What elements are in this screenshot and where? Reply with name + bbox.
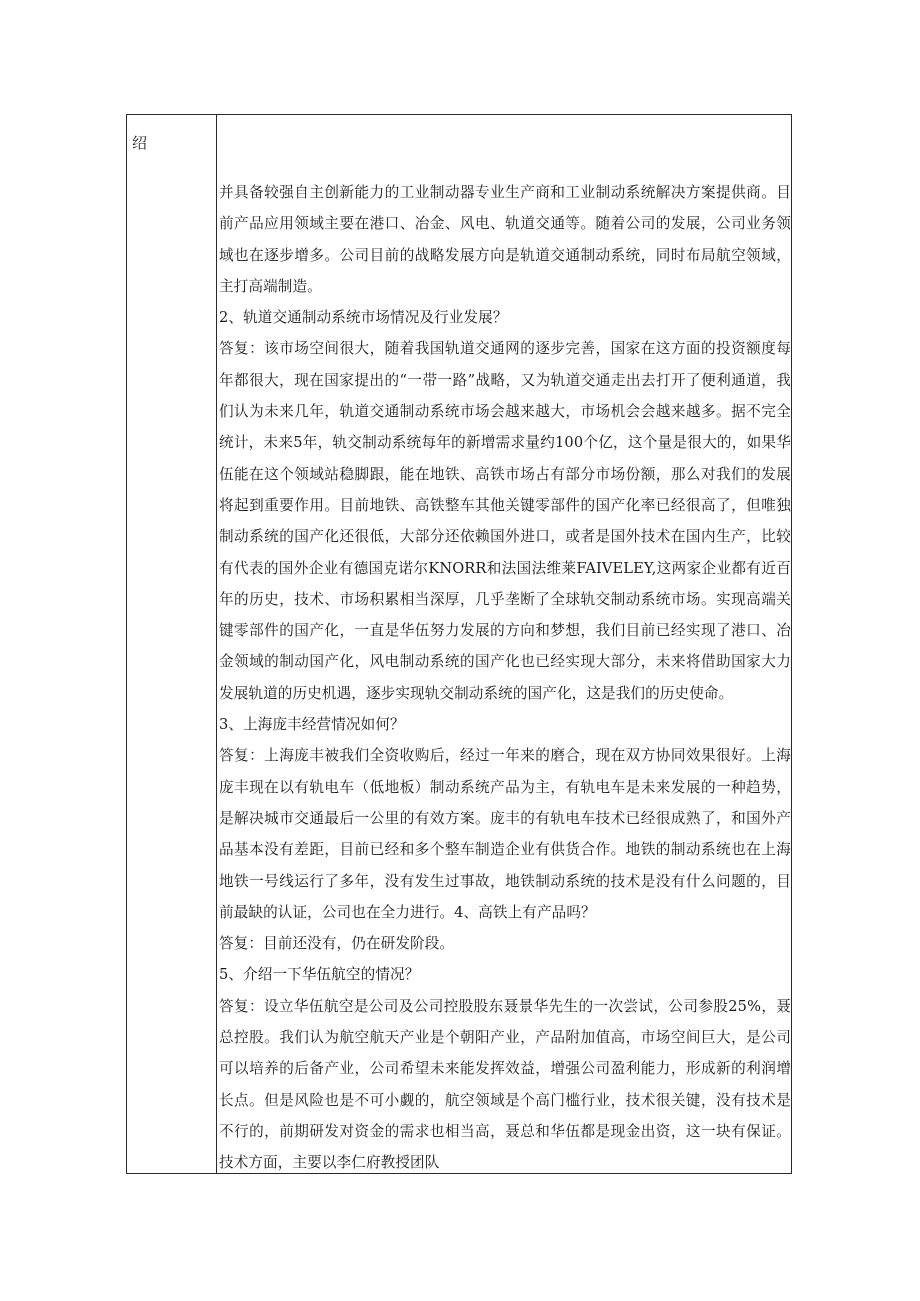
answer-3: 答复：上海庞丰被我们全资收购后，经过一年来的磨合，现在双方协同效果很好。上海庞丰现在以有轨电车（低地板）制动系统产品为主，有轨电车是未来发展的一种趋势，是解决城市交通最后一公里的有效方案。庞丰的有轨电车技术已经很成熟了，和国外产品基本没有差距，目前已经和多个整车制造企业有供货合作。地铁的制动系统也在上海地铁一号线运行了多年，没有发生过事故，地铁制动系统的技术是没有什么问题的，目前最缺的认证，公司也在全力进行。4、高铁上有产品吗？ (219, 747, 791, 921)
content-cell (219, 177, 791, 1179)
question-5: 5、介绍一下华伍航空的情况？ (219, 966, 420, 984)
row-header-label: 绍 (132, 134, 148, 152)
company-intro-paragraph: 并具备较强自主创新能力的工业制动器专业生产商和工业制动系统解决方案提供商。目前产品应用领域主要在港口、冶金、风电、轨道交通等。随着公司的发展，公司业务领域也在逐步增多。公司目前的战略发展方向是轨道交通制动系统，同时布局航空领域，主打高端制造。 (219, 184, 791, 295)
answer-5: 答复：设立华伍航空是公司及公司控股股东聂景华先生的一次尝试，公司参股25%，聂总控股。我们认为航空航天产业是个朝阳产业，产品附加值高，市场空间巨大，是公司可以培养的后备产业，公司希望未来能发挥效益，增强公司盈利能力，形成新的利润增长点。但是风险也是不可小觑的，航空领域是个高门槛行业，技术很关键，没有技术是不行的，前期研发对资金的需求也相当高，聂总和华伍都是现金出资，这一块有保证。技术方面，主要以李仁府教授团队 (219, 997, 791, 1172)
column-divider (216, 115, 217, 1173)
answer-2: 答复：该市场空间很大，随着我国轨道交通网的逐步完善，国家在这方面的投资额度每年都很大，现在国家提出的“一带一路”战略，又为轨道交通走出去打开了便利通道，我们认为未来几年，轨道交通制动系统市场会越来越大，市场机会会越来越多。据不完全统计，未来5年，轨交制动系统每年的新增需求量约100个亿，这个量是很大的，如果华伍能在这个领域站稳脚跟，能在地铁、高铁市场占有部分市场份额，那么对我们的发展将起到重要作用。目前地铁、高铁整车其他关键零部件的国产化率已经很高了，但唯独制动系统的国产化还很低，大部分还依赖国外进口，或者是国外技术在国内生产，比较有代表的国外企业有德国克诺尔KNORR和法国法维莱FAIVELEY,这两家企业都有近百年的历史，技术、市场积累相当深厚，几乎垄断了全球轨交制动系统市场。实现高端关键零部件的国产化，一直是华伍努力发展的方向和梦想，我们目前已经实现了港口、冶金领域的制动国产化，风电制动系统的国产化也已经实现大部分，未来将借助国家大力发展轨道的历史机遇，逐步实现轨交制动系统的国产化，这是我们的历史使命。 (219, 340, 791, 702)
qa-record-table (126, 114, 792, 1174)
question-2: 2、轨道交通制动系统市场情况及行业发展？ (219, 309, 508, 327)
answer-4: 答复：目前还没有，仍在研发阶段。 (219, 935, 455, 953)
question-3: 3、上海庞丰经营情况如何？ (219, 716, 405, 734)
